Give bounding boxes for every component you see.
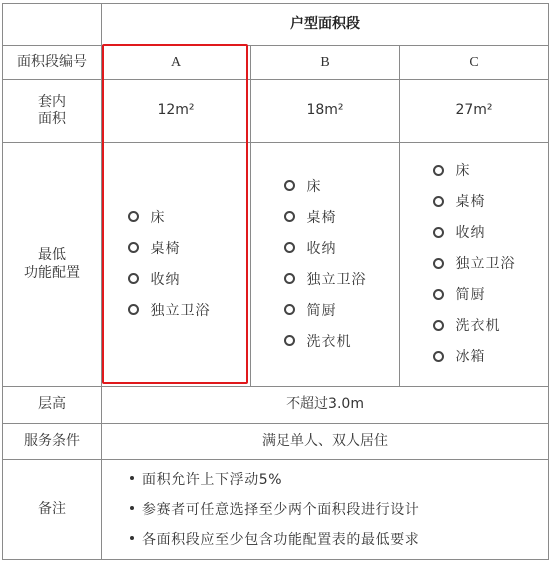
note-item: 参赛者可任意选择至少两个面积段进行设计 <box>130 495 548 525</box>
notes-row <box>3 460 549 560</box>
list-item: 独立卫浴 <box>433 249 516 280</box>
note-item: 面积允许上下浮动5% <box>130 465 548 495</box>
features-row <box>3 143 549 387</box>
gear-icon <box>284 335 295 346</box>
area-b: 18m² <box>251 80 400 143</box>
conditions-value: 满足单人、双人居住 <box>102 424 549 460</box>
list-item: 独立卫浴 <box>284 265 367 296</box>
gear-icon <box>433 196 444 207</box>
area-a: 12m² <box>102 80 251 143</box>
column-a-highlight-box <box>102 44 248 384</box>
height-row <box>3 387 549 424</box>
gear-icon <box>433 320 444 331</box>
header-row <box>3 4 549 46</box>
gear-icon <box>284 180 295 191</box>
list-item: 洗衣机 <box>284 327 367 358</box>
bullet-icon <box>130 536 134 540</box>
list-item: 床 <box>128 203 211 234</box>
area-label-line1: 套内 <box>38 93 66 110</box>
code-c: C <box>400 46 549 80</box>
list-item: 冰箱 <box>433 342 516 373</box>
gear-icon <box>284 273 295 284</box>
list-item: 床 <box>284 172 367 203</box>
area-label <box>3 80 102 143</box>
code-b: B <box>251 46 400 80</box>
list-item: 桌椅 <box>128 234 211 265</box>
height-value: 不超过3.0m <box>102 387 549 424</box>
notes-cell <box>102 460 549 560</box>
features-label-line1: 最低 <box>38 247 66 263</box>
list-item: 收纳 <box>284 234 367 265</box>
gear-icon <box>433 289 444 300</box>
list-item: 洗衣机 <box>433 311 516 342</box>
list-item: 桌椅 <box>284 203 367 234</box>
features-label-line2: 功能配置 <box>24 264 80 281</box>
table-title: 户型面积段 <box>102 4 549 46</box>
gear-icon <box>433 258 444 269</box>
list-item: 收纳 <box>433 218 516 249</box>
gear-icon <box>433 165 444 176</box>
list-item: 收纳 <box>128 265 211 296</box>
features-c <box>400 143 549 387</box>
code-row <box>3 46 549 80</box>
gear-icon <box>284 304 295 315</box>
list-item: 简厨 <box>433 280 516 311</box>
area-label-line2: 面积 <box>38 111 66 127</box>
code-label: 面积段编号 <box>3 46 102 80</box>
area-c: 27m² <box>400 80 549 143</box>
code-a: A <box>102 46 251 80</box>
list-item: 床 <box>433 156 516 187</box>
notes-label: 备注 <box>3 460 102 560</box>
conditions-label: 服务条件 <box>3 424 102 460</box>
bullet-icon <box>130 476 134 480</box>
list-item: 简厨 <box>284 296 367 327</box>
height-label: 层高 <box>3 387 102 424</box>
gear-icon <box>284 242 295 253</box>
gear-icon <box>433 227 444 238</box>
list-item: 桌椅 <box>433 187 516 218</box>
conditions-row <box>3 424 549 460</box>
unit-area-spec-table <box>2 3 549 560</box>
bullet-icon <box>130 506 134 510</box>
gear-icon <box>433 351 444 362</box>
corner-cell <box>3 4 102 46</box>
note-item: 各面积段应至少包含功能配置表的最低要求 <box>130 525 548 555</box>
features-b <box>251 143 400 387</box>
list-item: 独立卫浴 <box>128 296 211 327</box>
area-row <box>3 80 549 143</box>
gear-icon <box>284 211 295 222</box>
features-label <box>3 143 102 387</box>
